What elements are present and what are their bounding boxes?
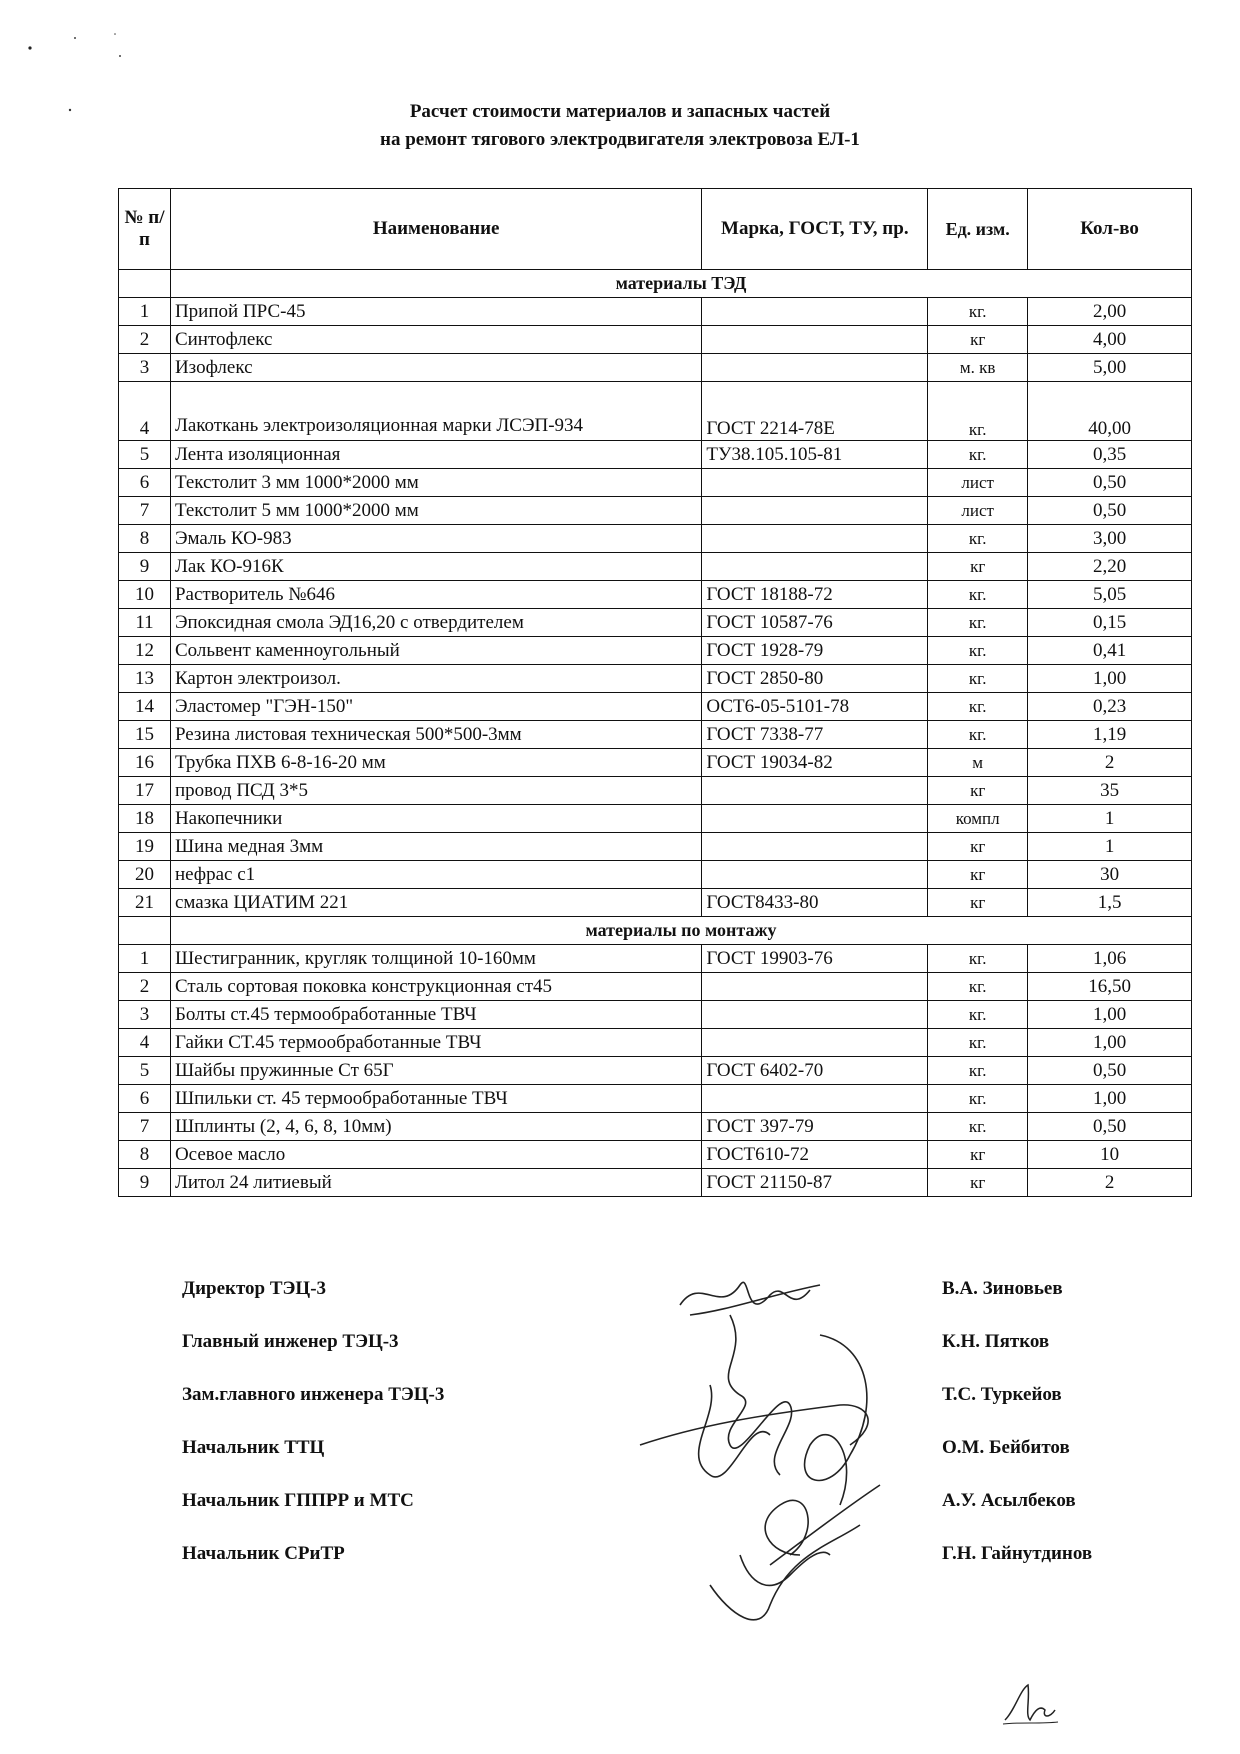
row-number: 1 [119, 945, 171, 973]
row-mark [702, 326, 928, 354]
row-name: Шпильки ст. 45 термообработанные ТВЧ [170, 1085, 701, 1113]
header-name: Наименование [170, 189, 701, 270]
row-unit: кг. [928, 1057, 1028, 1085]
row-unit: кг. [928, 298, 1028, 326]
row-unit: кг [928, 326, 1028, 354]
row-mark [702, 553, 928, 581]
table-row [119, 441, 1192, 469]
row-name: провод ПСД 3*5 [170, 777, 701, 805]
table-row [119, 298, 1192, 326]
row-mark: ТУ38.105.105-81 [702, 441, 928, 469]
row-name: Эпоксидная смола ЭД16,20 с отвердителем [170, 609, 701, 637]
row-number: 7 [119, 1113, 171, 1141]
row-number: 6 [119, 469, 171, 497]
row-name: нефрас с1 [170, 861, 701, 889]
scan-specks [20, 30, 140, 130]
row-number: 4 [119, 382, 171, 441]
table-row [119, 637, 1192, 665]
row-unit: кг. [928, 973, 1028, 1001]
row-number: 14 [119, 693, 171, 721]
row-quantity: 2 [1028, 749, 1192, 777]
row-quantity: 0,50 [1028, 497, 1192, 525]
row-name: Картон электроизол. [170, 665, 701, 693]
table-row [119, 382, 1192, 441]
table-row [119, 1029, 1192, 1057]
row-name: Лак КО-916К [170, 553, 701, 581]
row-quantity: 1,00 [1028, 1029, 1192, 1057]
section-num-cell [119, 270, 171, 298]
signature-row [182, 1384, 1142, 1424]
row-mark: ГОСТ 397-79 [702, 1113, 928, 1141]
row-number: 19 [119, 833, 171, 861]
row-name: Лента изоляционная [170, 441, 701, 469]
row-unit: кг [928, 1141, 1028, 1169]
row-unit: кг. [928, 1029, 1028, 1057]
row-name: смазка ЦИАТИМ 221 [170, 889, 701, 917]
signature-row [182, 1278, 1142, 1318]
header-num: № п/п [119, 189, 171, 270]
row-number: 1 [119, 298, 171, 326]
row-quantity: 0,15 [1028, 609, 1192, 637]
table-row [119, 973, 1192, 1001]
row-mark: ГОСТ 18188-72 [702, 581, 928, 609]
row-name: Шестигранник, кругляк толщиной 10-160мм [170, 945, 701, 973]
row-number: 7 [119, 497, 171, 525]
row-name: Болты ст.45 термообработанные ТВЧ [170, 1001, 701, 1029]
row-number: 6 [119, 1085, 171, 1113]
row-name: Литол 24 литиевый [170, 1169, 701, 1197]
row-quantity: 2,20 [1028, 553, 1192, 581]
row-quantity: 1 [1028, 833, 1192, 861]
row-quantity: 1,00 [1028, 665, 1192, 693]
table-row [119, 1113, 1192, 1141]
row-number: 17 [119, 777, 171, 805]
signatory-name: К.Н. Пятков [942, 1331, 1050, 1352]
row-unit: м. кв [928, 354, 1028, 382]
row-quantity: 3,00 [1028, 525, 1192, 553]
row-number: 8 [119, 525, 171, 553]
row-name: Сольвент каменноугольный [170, 637, 701, 665]
row-unit: кг. [928, 609, 1028, 637]
row-unit: кг. [928, 441, 1028, 469]
row-mark: ГОСТ 6402-70 [702, 1057, 928, 1085]
row-mark [702, 354, 928, 382]
row-unit: лист [928, 469, 1028, 497]
row-mark [702, 1029, 928, 1057]
row-unit: кг. [928, 1113, 1028, 1141]
row-unit: лист [928, 497, 1028, 525]
row-unit: кг [928, 833, 1028, 861]
signatory-position: Главный инженер ТЭЦ-3 [182, 1331, 399, 1352]
row-number: 13 [119, 665, 171, 693]
signatory-position: Директор ТЭЦ-3 [182, 1278, 327, 1299]
row-unit: кг. [928, 693, 1028, 721]
row-quantity: 0,50 [1028, 469, 1192, 497]
signatory-position: Начальник ТТЦ [182, 1437, 325, 1458]
table-row [119, 777, 1192, 805]
title-line-2: на ремонт тягового электродвигателя электровоза ЕЛ-1 [380, 129, 860, 150]
table-row [119, 889, 1192, 917]
table-row [119, 609, 1192, 637]
row-mark: ГОСТ 1928-79 [702, 637, 928, 665]
row-unit: кг. [928, 945, 1028, 973]
row-mark: ГОСТ 7338-77 [702, 721, 928, 749]
signatory-name: Г.Н. Гайнутдинов [942, 1543, 1093, 1564]
table-row [119, 945, 1192, 973]
row-number: 18 [119, 805, 171, 833]
row-mark: ГОСТ 10587-76 [702, 609, 928, 637]
table-row [119, 749, 1192, 777]
row-unit: кг [928, 861, 1028, 889]
row-mark [702, 861, 928, 889]
row-quantity: 2,00 [1028, 298, 1192, 326]
row-quantity: 2 [1028, 1169, 1192, 1197]
row-number: 2 [119, 326, 171, 354]
row-number: 2 [119, 973, 171, 1001]
row-mark: ГОСТ 19034-82 [702, 749, 928, 777]
signatory-position: Начальник СРиТР [182, 1543, 345, 1564]
row-quantity: 40,00 [1028, 382, 1192, 441]
row-mark [702, 833, 928, 861]
row-mark [702, 497, 928, 525]
title-line-1: Расчет стоимости материалов и запасных частей [409, 101, 831, 122]
row-name: Растворитель №646 [170, 581, 701, 609]
section-header-row [119, 917, 1192, 945]
signatory-name: Т.С. Туркейов [942, 1384, 1062, 1405]
row-name: Изофлекс [170, 354, 701, 382]
row-name: Шина медная 3мм [170, 833, 701, 861]
table-row [119, 721, 1192, 749]
row-unit: м [928, 749, 1028, 777]
row-name: Лакоткань электроизоляционная марки ЛСЭП-934 [170, 382, 701, 441]
row-number: 8 [119, 1141, 171, 1169]
materials-table [118, 188, 1192, 1197]
row-unit: кг. [928, 1085, 1028, 1113]
table-row [119, 693, 1192, 721]
row-number: 15 [119, 721, 171, 749]
row-number: 16 [119, 749, 171, 777]
row-unit: кг. [928, 637, 1028, 665]
row-mark: ГОСТ 21150-87 [702, 1169, 928, 1197]
row-quantity: 5,05 [1028, 581, 1192, 609]
signatory-position: Начальник ГППРР и МТС [182, 1490, 414, 1511]
document-title [0, 98, 1240, 154]
row-name: Эластомер "ГЭН-150" [170, 693, 701, 721]
section-header-row [119, 270, 1192, 298]
row-unit: компл [928, 805, 1028, 833]
signatory-name: А.У. Асылбеков [942, 1490, 1076, 1511]
row-number: 3 [119, 354, 171, 382]
row-name: Осевое масло [170, 1141, 701, 1169]
row-quantity: 5,00 [1028, 354, 1192, 382]
signatory-name: В.А. Зиновьев [942, 1278, 1063, 1299]
row-quantity: 1,5 [1028, 889, 1192, 917]
table-row [119, 326, 1192, 354]
section-title: материалы ТЭД [170, 270, 1191, 298]
row-unit: кг. [928, 1001, 1028, 1029]
row-quantity: 0,50 [1028, 1057, 1192, 1085]
signature-row [182, 1543, 1142, 1583]
row-mark: ГОСТ8433-80 [702, 889, 928, 917]
table-row [119, 1169, 1192, 1197]
initials-signature [1000, 1680, 1060, 1730]
row-mark [702, 469, 928, 497]
section-num-cell [119, 917, 171, 945]
row-quantity: 1,06 [1028, 945, 1192, 973]
row-unit: кг. [928, 382, 1028, 441]
row-quantity: 4,00 [1028, 326, 1192, 354]
signatory-position: Зам.главного инженера ТЭЦ-3 [182, 1384, 445, 1405]
row-name: Эмаль КО-983 [170, 525, 701, 553]
row-mark [702, 973, 928, 1001]
table-row [119, 581, 1192, 609]
table-row [119, 525, 1192, 553]
row-number: 5 [119, 1057, 171, 1085]
row-name: Гайки СТ.45 термообработанные ТВЧ [170, 1029, 701, 1057]
signatory-name: О.М. Бейбитов [942, 1437, 1070, 1458]
row-quantity: 35 [1028, 777, 1192, 805]
row-quantity: 0,50 [1028, 1113, 1192, 1141]
row-quantity: 30 [1028, 861, 1192, 889]
row-unit: кг. [928, 721, 1028, 749]
row-quantity: 16,50 [1028, 973, 1192, 1001]
row-unit: кг [928, 889, 1028, 917]
row-number: 3 [119, 1001, 171, 1029]
row-quantity: 0,41 [1028, 637, 1192, 665]
row-name: Текстолит 5 мм 1000*2000 мм [170, 497, 701, 525]
table-row [119, 469, 1192, 497]
row-number: 4 [119, 1029, 171, 1057]
row-mark: ГОСТ610-72 [702, 1141, 928, 1169]
signature-row [182, 1490, 1142, 1530]
section-title: материалы по монтажу [170, 917, 1191, 945]
row-mark: ОСТ6-05-5101-78 [702, 693, 928, 721]
row-quantity: 1,19 [1028, 721, 1192, 749]
table-row [119, 553, 1192, 581]
row-number: 10 [119, 581, 171, 609]
table-row [119, 1001, 1192, 1029]
table-row [119, 497, 1192, 525]
row-unit: кг. [928, 525, 1028, 553]
table-row [119, 665, 1192, 693]
row-name: Сталь сортовая поковка конструкционная ст45 [170, 973, 701, 1001]
row-number: 5 [119, 441, 171, 469]
row-mark [702, 298, 928, 326]
row-mark [702, 1001, 928, 1029]
row-number: 21 [119, 889, 171, 917]
signature-row [182, 1331, 1142, 1371]
table-row [119, 354, 1192, 382]
row-quantity: 0,23 [1028, 693, 1192, 721]
row-number: 9 [119, 553, 171, 581]
table-row [119, 805, 1192, 833]
row-quantity: 10 [1028, 1141, 1192, 1169]
row-quantity: 1,00 [1028, 1085, 1192, 1113]
row-quantity: 0,35 [1028, 441, 1192, 469]
row-unit: кг [928, 1169, 1028, 1197]
row-number: 12 [119, 637, 171, 665]
row-unit: кг. [928, 665, 1028, 693]
signature-row [182, 1437, 1142, 1477]
row-name: Резина листовая техническая 500*500-3мм [170, 721, 701, 749]
row-mark [702, 1085, 928, 1113]
row-number: 9 [119, 1169, 171, 1197]
row-mark [702, 777, 928, 805]
row-unit: кг [928, 553, 1028, 581]
row-unit: кг [928, 777, 1028, 805]
row-mark: ГОСТ 2214-78Е [702, 382, 928, 441]
row-mark [702, 805, 928, 833]
row-name: Припой ПРС-45 [170, 298, 701, 326]
row-number: 20 [119, 861, 171, 889]
row-mark: ГОСТ 19903-76 [702, 945, 928, 973]
row-unit: кг. [928, 581, 1028, 609]
row-name: Шайбы пружинные Ст 65Г [170, 1057, 701, 1085]
table-row [119, 1085, 1192, 1113]
row-name: Трубка ПХВ 6-8-16-20 мм [170, 749, 701, 777]
row-name: Накопечники [170, 805, 701, 833]
row-name: Синтофлекс [170, 326, 701, 354]
row-number: 11 [119, 609, 171, 637]
header-qty: Кол-во [1028, 189, 1192, 270]
table-row [119, 1141, 1192, 1169]
row-name: Шплинты (2, 4, 6, 8, 10мм) [170, 1113, 701, 1141]
row-mark [702, 525, 928, 553]
header-mark: Марка, ГОСТ, ТУ, пр. [702, 189, 928, 270]
table-row [119, 1057, 1192, 1085]
row-mark: ГОСТ 2850-80 [702, 665, 928, 693]
table-row [119, 861, 1192, 889]
row-name: Текстолит 3 мм 1000*2000 мм [170, 469, 701, 497]
row-quantity: 1,00 [1028, 1001, 1192, 1029]
header-unit: Ед. изм. [928, 189, 1028, 270]
table-row [119, 833, 1192, 861]
row-quantity: 1 [1028, 805, 1192, 833]
table-header-row [119, 189, 1192, 270]
